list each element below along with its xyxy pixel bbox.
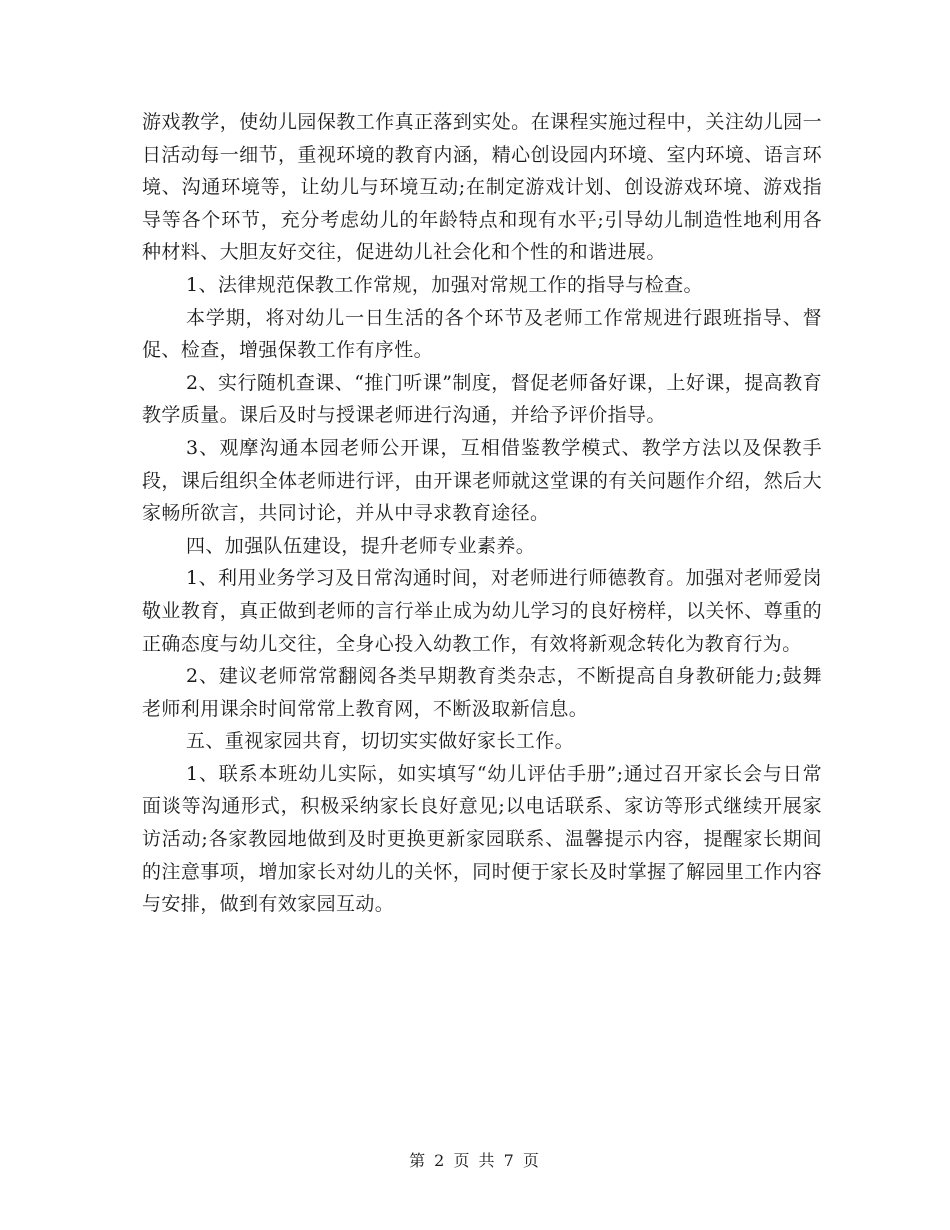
paragraph: 1、联系本班幼儿实际，如实填写“幼儿评估手册”;通过召开家长会与日常面谈等沟通形式，积极采纳家长良好意见;以电话联系、家访等形式继续开展家访活动;各家教园地做到及时更换更新家园联系、温馨提示内容，提醒家长期间的注意事项，增加家长对幼儿的关怀，同时便于家长及时掌握了解园里工作内容与安排，做到有效家园互动。 [142,762,822,916]
paragraph: 1、法律规范保教工作常规，加强对常规工作的指导与检查。 [186,273,703,296]
section-heading: 五、重视家园共育，切切实实做好家长工作。 [186,730,575,753]
paragraph: 1、利用业务学习及日常沟通时间，对老师进行师德教育。加强对老师爱岗敬业教育，真正做到老师的言行举止成为幼儿学习的良好榜样，以关怀、尊重的正确态度与幼儿交往，全身心投入幼教工作，有效将新观念转化为教育行为。 [142,567,822,655]
footer-suffix: 页 [522,1151,541,1170]
section-heading: 四、加强队伍建设，提升老师专业素养。 [186,534,536,557]
footer-middle: 页 共 [453,1151,497,1170]
paragraph: 游戏教学，使幼儿园保教工作真正落到实处。在课程实施过程中，关注幼儿园一日活动每一细节，重视环境的教育内涵，精心创设园内环境、室内环境、语言环境、沟通环境等，让幼儿与环境互动;在制定游戏计划、创设游戏环境、游戏指导等各个环节，充分考虑幼儿的年龄特点和现有水平;引导幼儿制造性地利用各种材料、大胆友好交往，促进幼儿社会化和个性的和谐进展。 [142,111,822,264]
paragraph: 2、实行随机查课、“推门听课”制度，督促老师备好课，上好课，提高教育教学质量。课后及时与授课老师进行沟通，并给予评价指导。 [142,371,822,427]
footer-total-pages: 7 [503,1151,516,1170]
paragraph: 本学期，将对幼儿一日生活的各个环节及老师工作常规进行跟班指导、督促、检查，增强保教工作有序性。 [142,306,822,362]
paragraph: 3、观摩沟通本园老师公开课，互相借鉴教学模式、教学方法以及保教手段，课后组织全体老师进行评，由开课老师就这堂课的有关问题作介绍，然后大家畅所欲言，共同讨论，并从中寻求教育途径。 [142,436,822,525]
document-body [142,106,822,921]
page-footer [0,1148,950,1171]
paragraph: 2、建议老师常常翻阅各类早期教育类杂志，不断提高自身教研能力;鼓舞老师利用课余时间常常上教育网，不断汲取新信息。 [142,665,822,720]
footer-prefix: 第 [409,1151,428,1170]
footer-page-number: 2 [434,1151,447,1170]
